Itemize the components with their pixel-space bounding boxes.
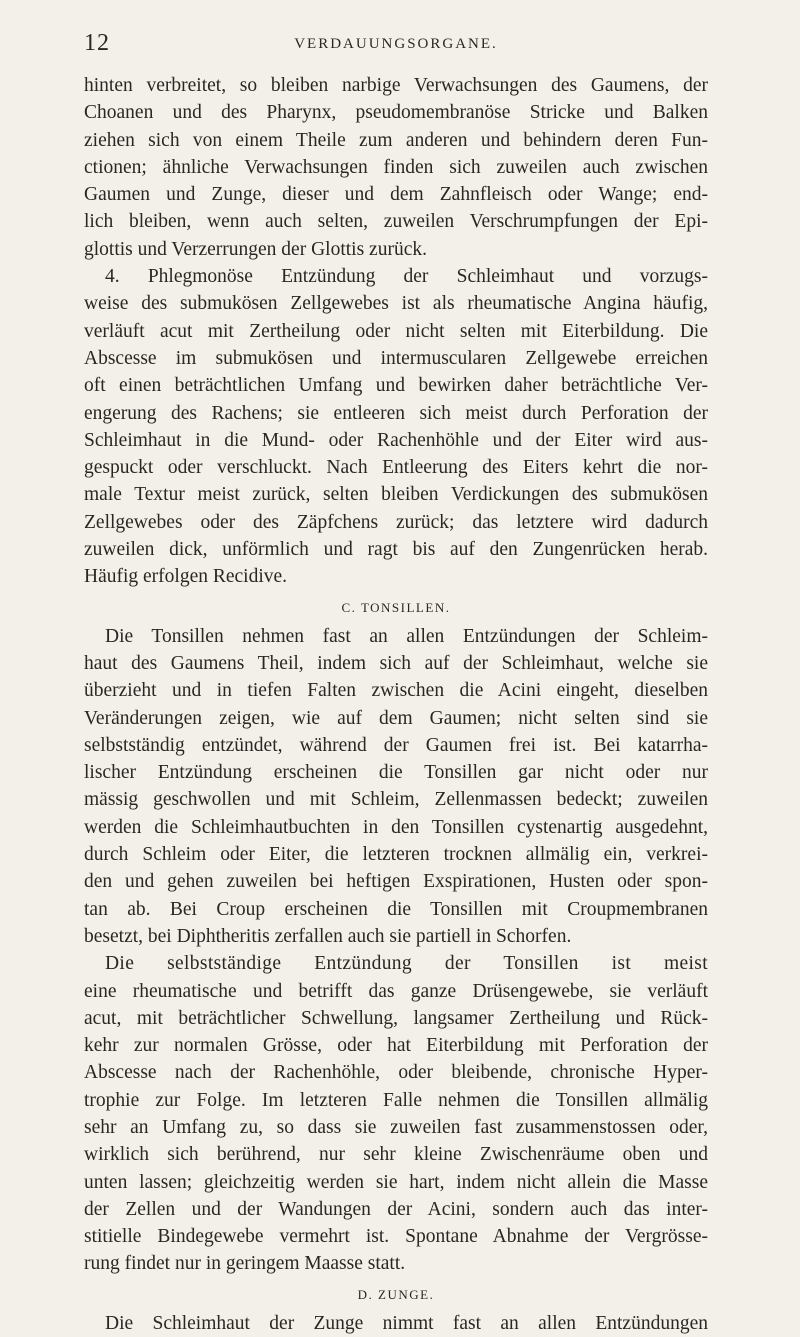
text-line: den und gehen zuweilen bei heftigen Exspirationen, Husten oder spon- [84,871,708,893]
text-line: glottis und Verzerrungen der Glottis zurück. [84,238,427,260]
text-line: tan ab. Bei Croup erscheinen die Tonsillen mit Croupmembranen [84,898,708,920]
text-line: mässig geschwollen und mit Schleim, Zellenmassen bedeckt; zuweilen [84,789,708,811]
text-line: ziehen sich von einem Theile zum anderen und behindern deren Fun- [84,129,708,151]
text-line: der Zellen und der Wandungen der Acini, sondern auch das inter- [84,1198,708,1220]
text-line: lischer Entzündung erscheinen die Tonsillen gar nicht oder nur [84,762,708,784]
text-line: Choanen und des Pharynx, pseudomembranöse Stricke und Balken [84,102,708,124]
text-line: stitielle Bindegewebe vermehrt ist. Spontane Abnahme der Vergrösse- [84,1226,708,1248]
text-line: oft einen beträchtlichen Umfang und bewirken daher beträchtliche Ver- [84,375,708,397]
text-line: zuweilen dick, unförmlich und ragt bis auf den Zungenrücken herab. [84,539,708,561]
text-line: Die selbstständige Entzündung der Tonsillen ist meist [105,953,708,975]
text-line: besetzt, bei Diphtheritis zerfallen auch sie partiell in Schorfen. [84,925,572,947]
running-head [84,30,708,60]
text-line: Abscesse im submukösen und intermuscularen Zellgewebe erreichen [84,347,708,369]
text-line: engerung des Rachens; sie entleeren sich meist durch Perforation der [84,402,708,424]
text-line: hinten verbreitet, so bleiben narbige Verwachsungen des Gaumens, der [84,75,708,96]
section-heading: C. TONSILLEN. [341,599,451,615]
text-line: gespuckt oder verschluckt. Nach Entleerung des Eiters kehrt die nor- [84,457,708,479]
text-line: Veränderungen zeigen, wie auf dem Gaumen; nicht selten sind sie [84,707,708,729]
text-line: ctionen; ähnliche Verwachsungen finden sich zuweilen auch zwischen [84,156,708,178]
text-line: selbstständig entzündet, während der Gaumen frei ist. Bei katarrha- [84,734,708,756]
running-title: VERDAUUNGSORGANE. [294,36,498,52]
text-line: verläuft acut mit Zertheilung oder nicht selten mit Eiterbildung. Die [84,320,708,342]
text-line: trophie zur Folge. Im letzteren Falle nehmen die Tonsillen allmälig [84,1089,708,1111]
text-line: eine rheumatische und betrifft das ganze Drüsengewebe, sie verläuft [84,980,708,1002]
text-line: Gaumen und Zunge, dieser und dem Zahnfleisch oder Wange; end- [84,184,708,206]
text-line: sehr an Umfang zu, so dass sie zuweilen fast zusammenstossen oder, [84,1116,708,1138]
text-line: Häufig erfolgen Recidive. [84,566,288,588]
text-line: 4. Phlegmonöse Entzündung der Schleimhaut und vorzugs- [105,266,708,288]
text-line: Abscesse nach der Rachenhöhle, oder bleibende, chronische Hyper- [84,1062,708,1084]
text-line: lich bleiben, wenn auch selten, zuweilen Verschrumpfungen der Epi- [84,211,708,233]
text-line: Die Tonsillen nehmen fast an allen Entzündungen der Schleim- [105,625,708,647]
text-line: Schleimhaut in die Mund- oder Rachenhöhle und der Eiter wird aus- [84,429,708,451]
text-line: Die Schleimhaut der Zunge nimmt fast an allen Entzündungen [105,1312,708,1334]
text-line: überzieht und in tiefen Falten zwischen die Acini eingeht, dieselben [84,680,708,702]
text-line: wirklich sich berührend, nur sehr kleine Zwischenräume oben und [84,1144,708,1166]
text-line: rung findet nur in geringem Maasse statt. [84,1253,406,1275]
text-line: weise des submukösen Zellgewebes ist als rheumatische Angina häufig, [84,293,708,315]
text-line: unten lassen; gleichzeitig werden sie hart, indem nicht allein die Masse [84,1171,708,1193]
text-line: haut des Gaumens Theil, indem sich auf der Schleimhaut, welche sie [84,652,708,674]
page-number: 12 [84,30,110,56]
text-line: acut, mit beträchtlicher Schwellung, langsamer Zertheilung und Rück- [84,1007,708,1029]
text-line: kehr zur normalen Grösse, oder hat Eiterbildung mit Perforation der [84,1035,708,1057]
text-line: male Textur meist zurück, selten bleiben Verdickungen des submukösen [84,484,708,506]
section-heading: D. ZUNGE. [357,1286,435,1302]
text-line: werden die Schleimhautbuchten in den Tonsillen cystenartig ausgedehnt, [84,816,708,838]
text-line: durch Schleim oder Eiter, die letzteren trocknen allmälig ein, verkrei- [84,844,708,866]
text-line: Zellgewebes oder des Zäpfchens zurück; das letztere wird dadurch [84,511,708,533]
body-text [84,72,708,1337]
